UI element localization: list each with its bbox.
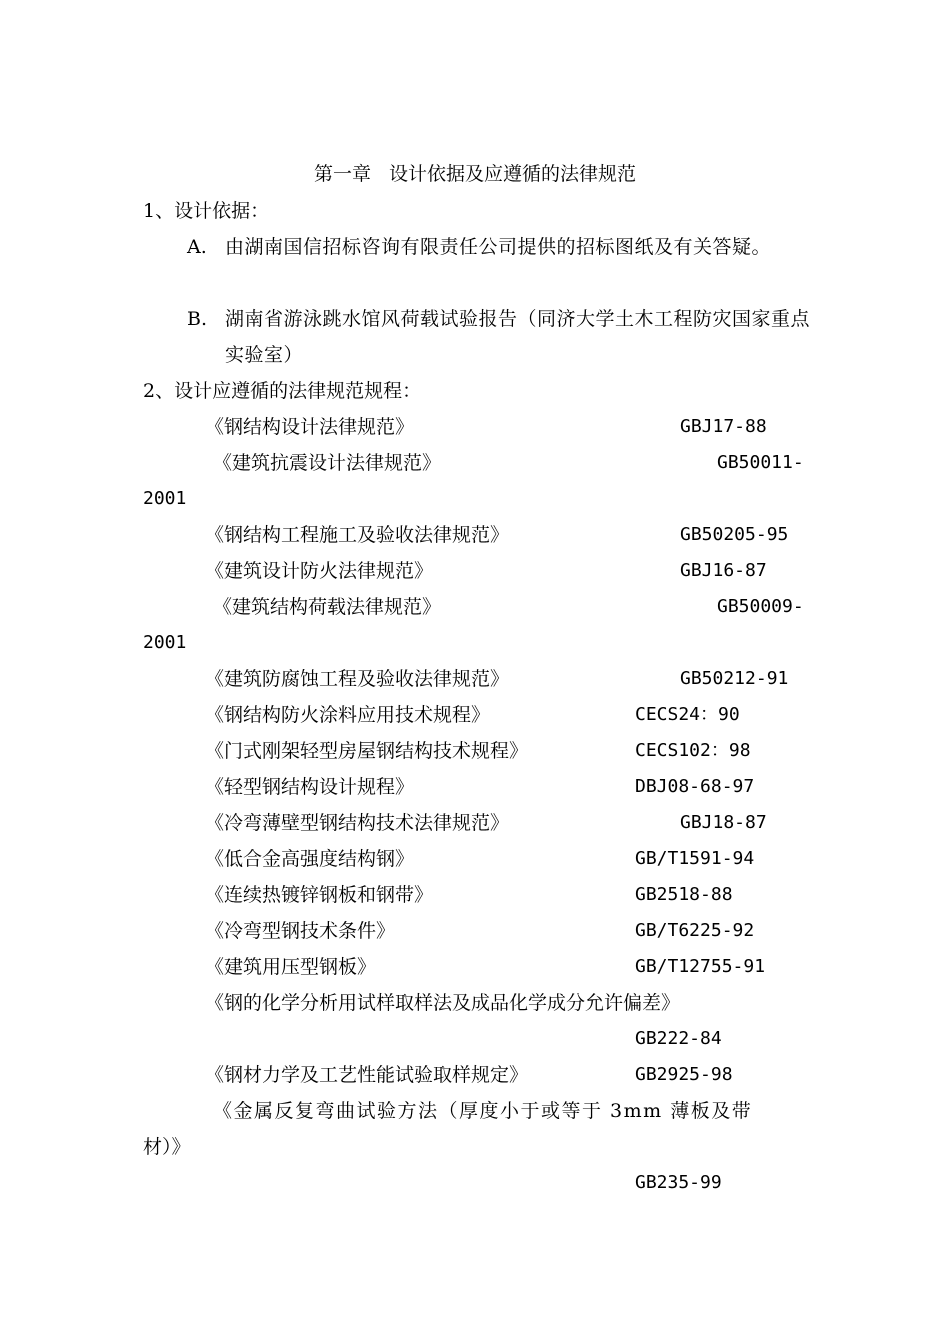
standard-code: GB2518-88 (635, 884, 733, 905)
section-1-heading: 1、设计依据： (143, 200, 270, 222)
standard-name: 《钢的化学分析用试样取样法及成品化学成分允许偏差》 (205, 992, 681, 1014)
standard-name: 《低合金高强度结构钢》 (205, 848, 415, 870)
standard-code: GB222-84 (635, 1028, 722, 1049)
item-a-letter: A. (187, 236, 207, 258)
standard-code: GB50009- (717, 596, 804, 617)
item-a-text: 由湖南国信招标咨询有限责任公司提供的招标图纸及有关答疑。 (225, 236, 772, 258)
standard-name: 《冷弯型钢技术条件》 (205, 920, 396, 942)
standard-name: 《钢结构防火涂料应用技术规程》 (205, 704, 491, 726)
standard-code: GB/T6225-92 (635, 920, 755, 941)
standard-name: 《钢结构工程施工及验收法律规范》 (205, 524, 510, 546)
standard-name: 《钢结构设计法律规范》 (205, 416, 415, 438)
standard-code: GB2925-98 (635, 1064, 733, 1085)
standard-code-tail: 2001 (143, 632, 187, 653)
standard-name: 《门式刚架轻型房屋钢结构技术规程》 (205, 740, 529, 762)
item-b-text: 湖南省游泳跳水馆风荷载试验报告（同济大学土木工程防灾国家重点实验室） (225, 308, 811, 366)
standard-name: 《建筑抗震设计法律规范》 (213, 452, 442, 474)
standard-code: GB/T12755-91 (635, 956, 766, 977)
standard-name: 《金属反复弯曲试验方法（厚度小于或等于 3mm 薄板及带 (213, 1100, 753, 1122)
standard-code: CECS102：98 (635, 740, 751, 761)
standard-code: GB/T1591-94 (635, 848, 755, 869)
standard-name-tail: 材）》 (143, 1136, 191, 1158)
standard-name: 《建筑设计防火法律规范》 (205, 560, 434, 582)
standard-code: GBJ18-87 (680, 812, 767, 833)
standard-code: GBJ17-88 (680, 416, 767, 437)
section-2-heading: 2、设计应遵循的法律规范规程： (143, 380, 422, 402)
standard-name: 《冷弯薄壁型钢结构技术法律规范》 (205, 812, 510, 834)
standard-code: GB50011- (717, 452, 804, 473)
standard-name: 《钢材力学及工艺性能试验取样规定》 (205, 1064, 529, 1086)
standard-code: GB50212-91 (680, 668, 789, 689)
standard-name: 《建筑防腐蚀工程及验收法律规范》 (205, 668, 510, 690)
standard-name: 《建筑结构荷载法律规范》 (213, 596, 442, 618)
standard-code: GBJ16-87 (680, 560, 767, 581)
standard-code: GB50205-95 (680, 524, 789, 545)
item-b-letter: B. (187, 308, 208, 330)
standard-code: DBJ08-68-97 (635, 776, 755, 797)
standard-name: 《连续热镀锌钢板和钢带》 (205, 884, 434, 906)
standard-name: 《建筑用压型钢板》 (205, 956, 377, 978)
standard-code: GB235-99 (635, 1172, 722, 1193)
standard-code-tail: 2001 (143, 488, 187, 509)
chapter-title: 第一章 设计依据及应遵循的法律规范 (313, 163, 637, 185)
standard-code: CECS24：90 (635, 704, 740, 725)
standard-name: 《轻型钢结构设计规程》 (205, 776, 415, 798)
